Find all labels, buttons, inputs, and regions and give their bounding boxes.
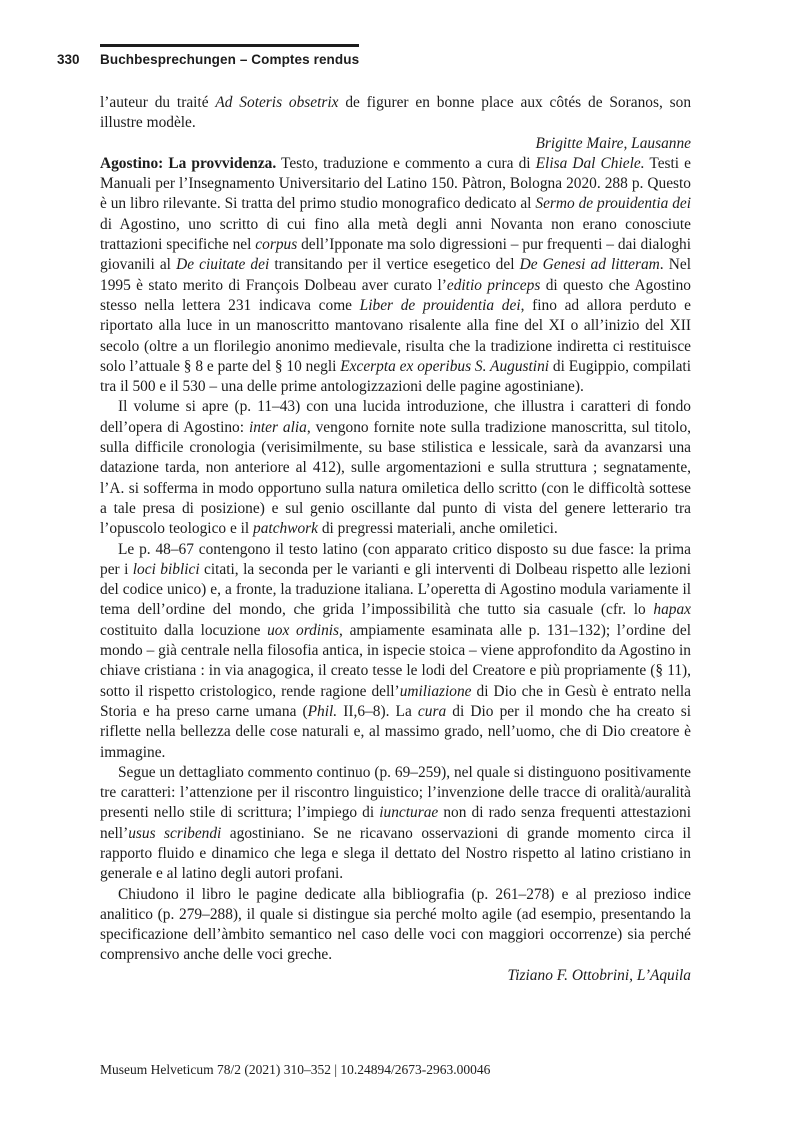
text-run: Testi e Manuali per l’Insegnamento Universitario del Latino 150. Pàtron, Bologna 2020. 288 p. Questo è un libro rilevante. Si tratta del primo studio monografico dedicato al: [100, 154, 691, 213]
italic-run: Excerpta ex operibus S. Augustini: [340, 357, 550, 375]
journal-citation-line: Museum Helveticum 78/2 (2021) 310–352 | 10.24894/2673-2963.00046: [100, 1062, 491, 1077]
italic-run: uox ordinis: [267, 621, 340, 639]
italic-run: usus scribendi: [128, 824, 222, 842]
italic-run: corpus: [255, 236, 298, 254]
review-paragraph: [100, 397, 691, 539]
italic-run: editio princeps: [446, 276, 541, 294]
text-run: agostiniano. Se ne ricavano osservazioni di grande momento circa il rapporto fluido e dinamico che lega e slega il dettato del Nostro rispetto al latino cristiano in generale e al latino degli autori profani.: [100, 824, 691, 883]
text-run: costituito dalla locuzione: [100, 621, 268, 639]
text-run: , fino ad allora perduto e riportato alla luce in un manoscritto mantovano risalente alla fine del XI o all’inizio del XII secolo (oltre a un florilegio anonimo medievale, risulta che la tradizione indiretta ci restituisce solo l’attuale § 8 e parte del § 10 negli: [100, 296, 691, 375]
text-run: . Nel 1995 è stato merito di François Dolbeau aver curato l’: [100, 256, 691, 294]
previous-reviewer-signature: Brigitte Maire, Lausanne: [535, 134, 691, 152]
page-footer: [100, 1061, 691, 1078]
review-heading-paragraph: [100, 154, 691, 398]
text-run: , ampiamente esaminata alle p. 131–132); l’ordine del mondo – già centrale nella filosofia antica, in ispecie stoica – viene approfondito da Agostino in chiave cristiana : in via anagogica, il creato tesse le lodi del Creatore e più propriamente (§ 11), sotto il rispetto cristologico, rende ragione dell’: [100, 621, 691, 700]
page-body: [100, 93, 691, 986]
italic-run: Phil.: [307, 702, 338, 720]
text-run: , vengono fornite note sulla tradizione manoscritta, sul titolo, sulla difficile cronologia (verisimilmente, su base stilistica e lessicale, sarà da avanzarsi una datazione tarda, non anteriore al 412), sulle argomentazioni e sulla struttura ; segnatamente, l’A. si sofferma in modo opportuno sulla natura omiletica dello scritto (con le difficoltà sottese a tale presa di posizione) e sul genio oscillante dal punto di vista del genere letterario tra l’opuscolo teologico e il: [100, 418, 692, 538]
text-run: l’auteur du traité: [100, 94, 216, 111]
italic-run: loci biblici: [132, 560, 200, 578]
italic-run: Ad Soteris obsetrix: [215, 94, 339, 111]
review-paragraph: [100, 540, 691, 763]
running-head-title: Buchbesprechungen – Comptes rendus: [100, 44, 359, 67]
bold-run: Agostino: La provvidenza.: [100, 154, 277, 172]
text-run: Segue un dettagliato commento continuo (p. 69–259), nel quale si distinguono positivamente tre caratteri: l’attenzione per il riscontro linguistico; l’invenzione delle tracce di oralità/auralità presenti nello stile di scrittura; l’impiego di: [100, 763, 691, 822]
text-run: Il volume si apre (p. 11–43) con una lucida introduzione, che illustra i caratteri di fondo dell’opera di Agostino:: [100, 398, 691, 436]
text-run: de figurer en bonne place aux côtés de Soranos, son illustre modèle.: [100, 94, 692, 132]
text-run: di pregressi materiali, anche omiletici.: [318, 520, 558, 538]
text-run: di questo che Agostino stesso nella lettera 231 indicava come: [100, 276, 691, 314]
italic-run: patchwork: [253, 520, 319, 538]
review-paragraph: [100, 763, 691, 885]
text-run: Testo, traduzione e commento a cura di: [276, 154, 536, 172]
previous-review-continuation-paragraph: [100, 93, 691, 134]
text-run: di Dio per il mondo che ha creato si riflette nella bellezza delle cose naturali e, al massimo grado, nell’uomo, che di Dio creatore è immagine.: [100, 702, 691, 761]
review-paragraph: [100, 885, 691, 966]
page-number: 330: [57, 52, 80, 67]
italic-run: hapax: [653, 601, 691, 619]
reviewer-signature: Tiziano F. Ottobrini, L’Aquila: [507, 966, 691, 984]
running-head: [0, 44, 792, 74]
italic-run: Sermo de prouidentia dei: [535, 195, 691, 213]
text-run: transitando per il vertice esegetico del: [269, 256, 520, 274]
text-run: di Agostino, uno scritto di cui fino alla metà degli anni Novanta non erano conosciute trattazioni specifiche nel: [100, 215, 691, 254]
text-run: citati, la seconda per le varianti e gli interventi di Dolbeau rispetto alle lezioni del codice unico) e, a fronte, la traduzione italiana. L’operetta di Agostino modula variamente il tema dell’ordine del mondo, che grida l’impossibilità che tutto sia casuale (cfr. lo: [100, 560, 691, 619]
italic-run: inter alia: [248, 418, 307, 436]
text-run: dell’Ipponate ma solo digressioni – pur frequenti – dai dialoghi giovanili al: [100, 236, 691, 274]
italic-run: De ciuitate dei: [176, 256, 270, 274]
text-run: Le p. 48–67 contengono il testo latino (con apparato critico disposto su due fasce: la prima per i: [100, 540, 691, 578]
text-run: di Dio che in Gesù è entrato nella Storia e ha preso carne umana (: [100, 682, 691, 720]
italic-run: Elisa Dal Chiele.: [535, 154, 645, 172]
text-run: non di rado senza frequenti attestazioni nell’: [100, 804, 691, 842]
text-run: Chiudono il libro le pagine dedicate alla bibliografia (p. 261–278) e al prezioso indice analitico (p. 279–288), il quale si distingue sia perché molto agile (ad esempio, presentando la specificazione dell’àmbito semantico nel caso delle voci con maggiori occorrenze) sia perché comprensivo anche delle voci greche.: [100, 885, 691, 964]
text-run: II,6–8). La: [337, 702, 418, 720]
italic-run: iuncturae: [379, 804, 439, 822]
italic-run: umiliazione: [399, 682, 472, 700]
italic-run: De Genesi ad litteram: [519, 256, 660, 274]
italic-run: cura: [417, 702, 447, 720]
text-run: di Eugippio, compilati tra il 500 e il 530 – una delle prime antologizzazioni delle pagine agostiniane).: [100, 357, 691, 396]
italic-run: Liber de prouidentia dei: [359, 296, 521, 314]
